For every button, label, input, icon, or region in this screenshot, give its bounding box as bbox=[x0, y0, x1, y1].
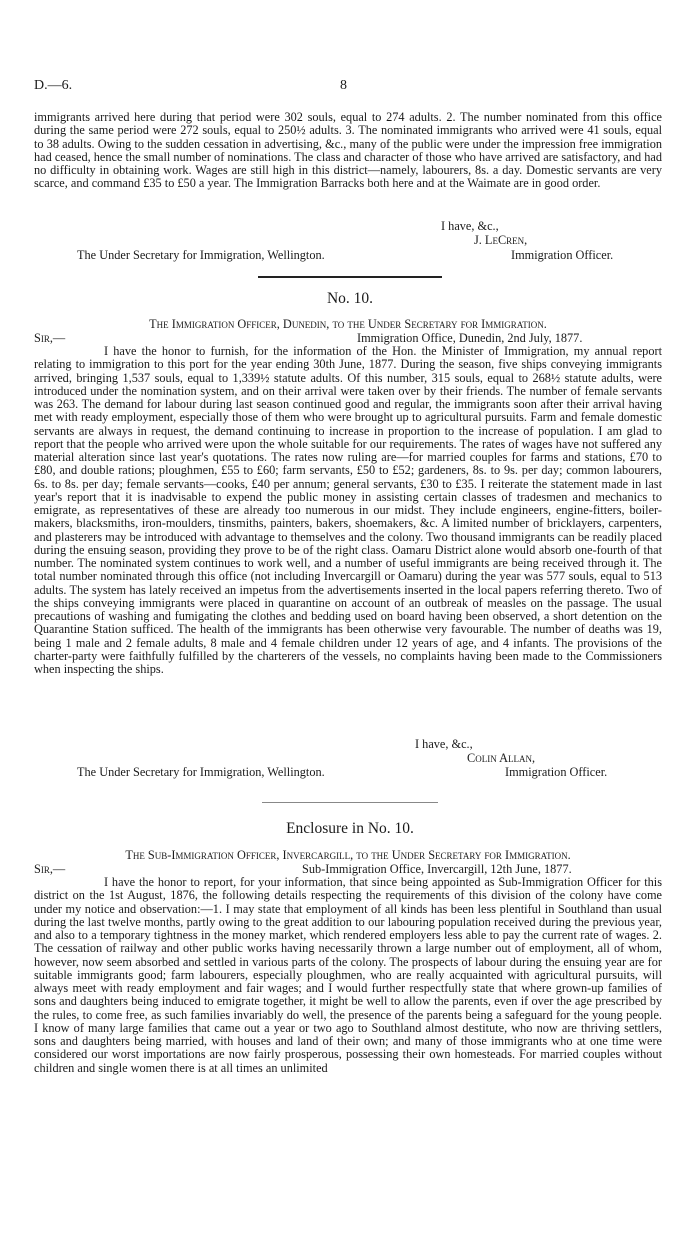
section-title: No. 10. bbox=[326, 290, 374, 307]
intro-closing: I have, &c., bbox=[441, 219, 499, 233]
place-date: Immigration Office, Dunedin, 2nd July, 1877. bbox=[357, 331, 583, 345]
section-divider bbox=[262, 802, 438, 803]
enclosure-body: I have the honor to report, for your information, that since being appointed as Sub-Immigration Officer for this district on the 1st August, 1876, the following details respecting the requirements of this division of the colony have come under my notice and observation:—1. I may state that employment of all kinds has been less plentiful in Southland than usual during the last twelve months, partly owing to the great addition to our labouring population received during the previous year, and also to a temporary tightness in the money market, which rendered employers less able to pay the current rate of wages. 2. The cessation of railway and other public works having necessarily thrown a large number out of employment, all of whom, however, now seem absorbed and settled in various parts of the colony. The prospects of labour during the ensuing year are for suitable immigrants good; farm labourers, especially ploughmen, who are really acquainted with agricultural pursuits, will always meet with ready employment and fair wages; and I would further respectfully state that where grown-up families of sons and daughters being induced to emigrate together, it might be well to allow the parents, even if over the age prescribed by the rules, to come free, as such families invariably do well, the presence of the parents being a safeguard for the young people. I know of many large families that came out a year or two ago to Southland almost destitute, who now are thriving settlers, sons and daughters being married, with houses and land of their own; and many of those immigrants who at one time were considered our worst importations are now fairly prosperous, possessing their own homesteads. For married couples without children and single women there is at all times an unlimited bbox=[34, 875, 662, 1075]
enclosure-salutation: Sir,— bbox=[34, 862, 66, 876]
closing: I have, &c., bbox=[415, 737, 473, 751]
enclosure-title: Enclosure in No. 10. bbox=[286, 820, 414, 837]
enclosure-from-to: The Sub-Immigration Officer, Invercargill, to the Under Secretary for Immigration. bbox=[125, 848, 571, 862]
intro-signature: J. LeCren, bbox=[474, 233, 528, 247]
section-divider bbox=[258, 276, 442, 278]
addressee: The Under Secretary for Immigration, Wellington. bbox=[77, 765, 325, 779]
signature: Colin Allan, bbox=[467, 751, 536, 765]
section-from-to: The Immigration Officer, Dunedin, to the Under Secretary for Immigration. bbox=[149, 317, 547, 331]
page-number: 8 bbox=[340, 78, 347, 93]
report-body: I have the honor to furnish, for the information of the Hon. the Minister of Immigration, my annual report relating to immigration to this port for the year ending 30th June, 1877. During the season, five ships conveying immigrants arrived, bringing 1,537 souls, equal to 1,339½ statute adults. Of this number, 315 souls, equal to 268½ statute adults, were introduced under the nomination system, and on their arrival were taken over by their friends. The number of female servants was 263. The demand for labour during last season continued good and regular, the immigrants soon after their arrival having met with ready employment, especially those of them who were brought up to agricultural pursuits. Farm and female domestic servants are always in request, the demand continuing to increase in proportion to the increase of population. I am glad to report that the people who arrived were upon the whole suitable for our requirements. The rates of wages have not suffered any material alteration since last year's quotations. The rates now ruling are—for married couples for farms and stations, £70 to £80, and double rations; ploughmen, £55 to £60; farm servants, £50 to £52; gardeners, 8s. to 9s. per day; common labourers, 6s. to 8s. per day; female servants—cooks, £40 per annum; general servants, £30 to £35. I reiterate the statement made in last year's report that it is inadvisable to expend the public money in assisting certain classes of tradesmen and mechanics to emigrate, as representatives of these are already too numerous in our midst. They include engineers, engine-fitters, boiler-makers, blacksmiths, iron-moulders, tinsmiths, painters, bakers, shoemakers, &c. A limited number of bricklayers, carpenters, and plasterers may be introduced with advantage to themselves and the colony. Two thousand immigrants can be readily placed during the ensuing season, providing they prove to be of the right class. Oamaru District alone would absorb one-fourth of that number. The nominated system continues to work well, and a number of useful immigrants are being received through it. The total number nominated through this office (not including Invercargill or Oamaru) during the year was 577 souls, equal to 513 adults. The system has lately received an impetus from the advertisements inserted in the local papers referring thereto. Two of the ships conveying immigrants were placed in quarantine on account of an outbreak of measles on the passage. The usual precautions of washing and fumigating the clothes and bedding used on board having been observed, a short detention on the Quarantine Station sufficed. The health of the immigrants has been otherwise very favourable. The number of deaths was 19, being 1 male and 2 female adults, 8 male and 4 female children under 12 years of age, and 4 infants. The provisions of the charter-party were faithfully fulfilled by the charterers of the vessels, no complaints having been made to the Commissioners when inspecting the ships. bbox=[34, 344, 662, 676]
intro-role: Immigration Officer. bbox=[511, 248, 614, 262]
role: Immigration Officer. bbox=[505, 765, 608, 779]
document-code: D.—6. bbox=[34, 78, 73, 93]
salutation: Sir,— bbox=[34, 331, 66, 345]
intro-paragraph: immigrants arrived here during that period were 302 souls, equal to 274 adults. 2. The number nominated from this office during the same period were 272 souls, equal to 250½ adults. 3. The nominated immigrants who arrived were 41 souls, equal to 38 adults. Owing to the sudden cessation in advertising, &c., many of the public were under the impression free immigration had ceased, hence the small number of nominations. The class and character of those who have arrived are satisfactory, and had no difficulty in obtaining work. Wages are still high in this district—namely, labourers, 8s. a day. Domestic servants are very scarce, and command £35 to £50 a year. The Immigration Barracks both here and at the Waimate are in good order. bbox=[34, 110, 662, 191]
intro-addressee: The Under Secretary for Immigration, Wellington. bbox=[77, 248, 325, 262]
enclosure-place-date: Sub-Immigration Office, Invercargill, 12th June, 1877. bbox=[302, 862, 572, 876]
